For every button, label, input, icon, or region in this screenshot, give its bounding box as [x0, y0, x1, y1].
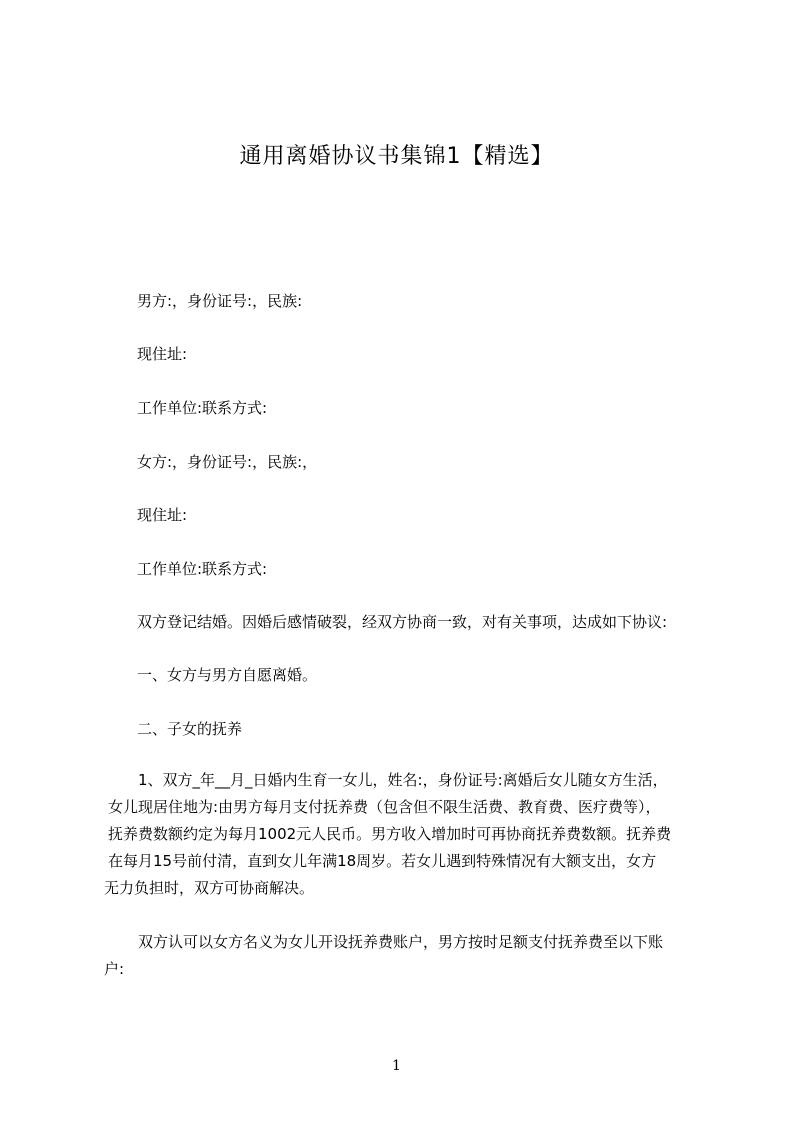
agreement-intro-line: 双方登记结婚。因婚后感情破裂，经双方协商一致，对有关事项，达成如下协议:: [137, 613, 668, 631]
document-title: 通用离婚协议书集锦1【精选】: [239, 144, 554, 169]
clause-1-paragraph: [104, 767, 700, 902]
wife-address-line: 现住址:: [137, 506, 188, 524]
clause-divorce-heading: 一、女方与男方自愿离婚。: [137, 666, 318, 684]
account-paragraph-line: 双方认可以女方名义为女儿开设抚养费账户，男方按时足额支付抚养费至以下账: [138, 933, 664, 951]
page-number: 1: [392, 1058, 401, 1074]
clause-1-line: 抚养费数额约定为每月1002元人民币。男方收入增加时可再协商抚养费数额。抚养费: [108, 825, 672, 843]
wife-info-line: 女方:，身份证号:，民族:，: [137, 453, 318, 471]
husband-info-line: 男方:，身份证号:，民族:: [137, 292, 303, 310]
husband-address-line: 现住址:: [137, 345, 188, 363]
wife-work-line: 工作单位:联系方式:: [137, 560, 268, 578]
account-paragraph-line: 户:: [104, 960, 125, 978]
account-paragraph: [104, 929, 700, 983]
clause-1-line: 在每月15号前付清，直到女儿年满18周岁。若女儿遇到特殊情况有大额支出，女方: [108, 852, 657, 870]
clause-1-line: 女儿现居住地为:由男方每月支付抚养费（包含但不限生活费、教育费、医疗费等），: [108, 798, 661, 816]
husband-work-line: 工作单位:联系方式:: [137, 399, 268, 417]
clause-1-line: 1、双方_年__月_日婚内生育一女儿，姓名:，身份证号:离婚后女儿随女方生活，: [138, 771, 668, 789]
clause-1-line: 无力负担时，双方可协商解决。: [104, 879, 315, 897]
clause-custody-heading: 二、子女的抚养: [137, 720, 243, 738]
